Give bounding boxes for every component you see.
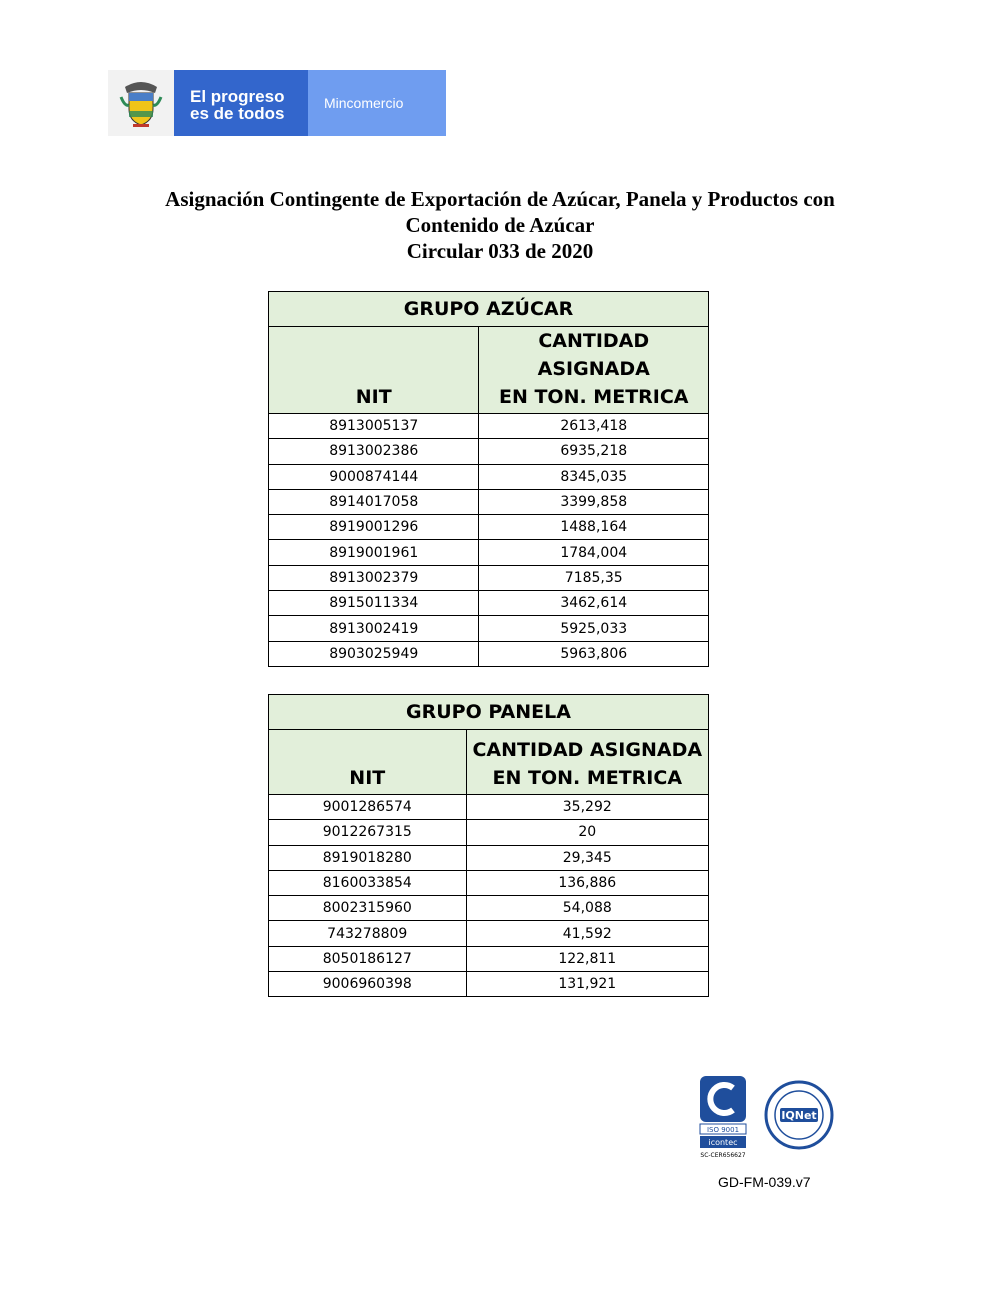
slogan-block (174, 70, 308, 136)
quantity-cell: 8345,035 (479, 464, 709, 489)
table-row (269, 820, 709, 845)
table-row (269, 870, 709, 895)
quantity-cell: 41,592 (466, 921, 708, 946)
quantity-cell: 35,292 (466, 795, 708, 820)
azucar-qty-header (479, 327, 709, 414)
nit-cell: 9000874144 (269, 464, 479, 489)
quantity-cell: 1784,004 (479, 540, 709, 565)
table-row (269, 591, 709, 616)
nit-cell: 8002315960 (269, 896, 467, 921)
quantity-cell: 1488,164 (479, 515, 709, 540)
nit-cell: 8919001961 (269, 540, 479, 565)
quantity-cell: 136,886 (466, 870, 708, 895)
iso-label: ISO 9001 (706, 1126, 740, 1134)
nit-cell: 8919018280 (269, 845, 467, 870)
table-row (269, 565, 709, 590)
table-row (269, 515, 709, 540)
nit-cell: 743278809 (269, 921, 467, 946)
panela-qty-header (466, 730, 708, 795)
table-row (269, 845, 709, 870)
slogan-line-1: El progreso (190, 87, 285, 106)
panela-qty-header-line-1: CANTIDAD ASIGNADA (472, 739, 703, 761)
icontec-iso9001-seal (697, 1074, 749, 1160)
nit-cell: 8913005137 (269, 414, 479, 439)
table-row (269, 414, 709, 439)
title-line-2: Contenido de Azúcar (405, 213, 595, 237)
government-logo-banner (108, 70, 446, 136)
azucar-qty-header-line-2: EN TON. METRICA (498, 386, 689, 408)
iqnet-label: IQNet (781, 1109, 817, 1122)
nit-cell: 8903025949 (269, 641, 479, 666)
azucar-qty-header-line-1: CANTIDAD ASIGNADA (537, 330, 650, 380)
table-row (269, 540, 709, 565)
nit-cell: 9006960398 (269, 972, 467, 997)
nit-cell: 8913002419 (269, 616, 479, 641)
nit-cell: 8160033854 (269, 870, 467, 895)
table-row (269, 439, 709, 464)
table-row (269, 464, 709, 489)
quantity-cell: 20 (466, 820, 708, 845)
quantity-cell: 7185,35 (479, 565, 709, 590)
nit-cell: 8913002386 (269, 439, 479, 464)
slogan-line-2: es de todos (190, 104, 285, 123)
form-code: GD-FM-039.v7 (718, 1174, 811, 1190)
table-row (269, 795, 709, 820)
nit-cell: 8914017058 (269, 489, 479, 514)
document-title (60, 186, 940, 264)
table-row (269, 972, 709, 997)
table-row (269, 641, 709, 666)
quantity-cell: 5963,806 (479, 641, 709, 666)
azucar-nit-header: NIT (269, 327, 479, 414)
nit-cell: 9012267315 (269, 820, 467, 845)
title-line-3: Circular 033 de 2020 (406, 239, 594, 263)
table-row (269, 489, 709, 514)
panela-nit-header: NIT (269, 730, 467, 795)
panela-group-title: GRUPO PANELA (269, 695, 709, 730)
panela-table (268, 694, 709, 997)
coat-of-arms-icon (108, 70, 174, 136)
table-row (269, 616, 709, 641)
quantity-cell: 29,345 (466, 845, 708, 870)
nit-cell: 8915011334 (269, 591, 479, 616)
quantity-cell: 3399,858 (479, 489, 709, 514)
quantity-cell: 3462,614 (479, 591, 709, 616)
icontec-code: SC-CER656627 (700, 1152, 746, 1159)
quantity-cell: 2613,418 (479, 414, 709, 439)
ministry-label: Mincomercio (308, 70, 446, 136)
azucar-group-title: GRUPO AZÚCAR (269, 292, 709, 327)
quantity-cell: 6935,218 (479, 439, 709, 464)
quantity-cell: 131,921 (466, 972, 708, 997)
icontec-brand: icontec (708, 1138, 738, 1147)
nit-cell: 8913002379 (269, 565, 479, 590)
iqnet-seal (764, 1080, 834, 1150)
panela-qty-header-line-2: EN TON. METRICA (492, 767, 683, 789)
nit-cell: 9001286574 (269, 795, 467, 820)
nit-cell: 8050186127 (269, 946, 467, 971)
azucar-table (268, 291, 709, 667)
title-line-1: Asignación Contingente de Exportación de Azúcar, Panela y Productos con (165, 187, 835, 211)
nit-cell: 8919001296 (269, 515, 479, 540)
quantity-cell: 54,088 (466, 896, 708, 921)
quantity-cell: 122,811 (466, 946, 708, 971)
table-row (269, 896, 709, 921)
table-row (269, 921, 709, 946)
quantity-cell: 5925,033 (479, 616, 709, 641)
table-row (269, 946, 709, 971)
